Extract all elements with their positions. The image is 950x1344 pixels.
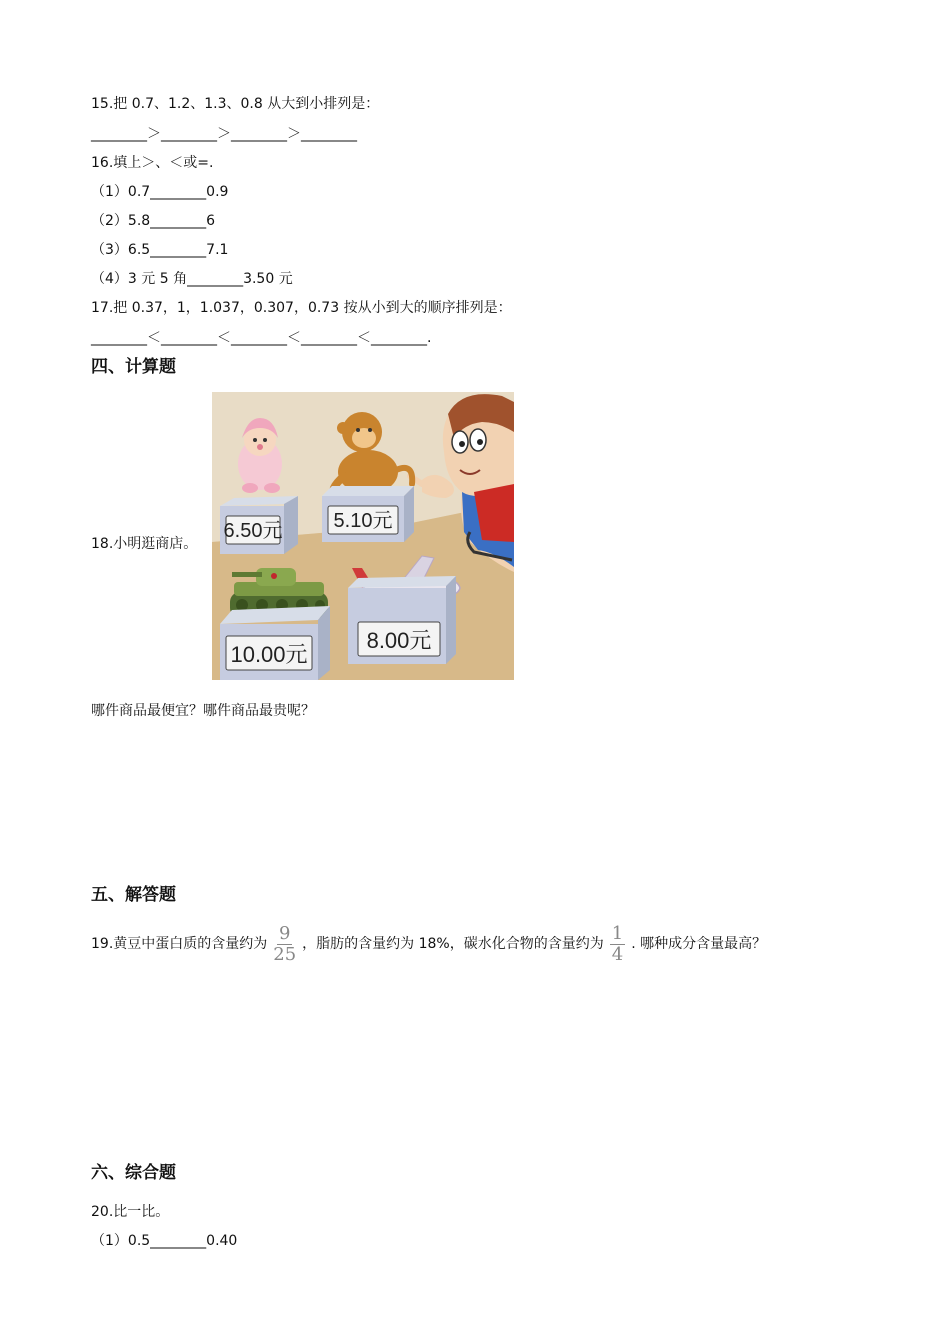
q18-question: 哪件商品最便宜？哪件商品最贵呢？ <box>91 703 315 719</box>
q17-prompt: 17.把 0.37，1，1.037，0.307，0.73 按从小到大的顺序排列是： <box>91 300 512 316</box>
q16-item-1: （1）0.7________0.9 <box>91 184 229 200</box>
box-doll <box>220 496 298 554</box>
fraction-1-4 <box>610 922 625 965</box>
price-label-doll: 6.50元 <box>223 520 283 542</box>
price-label-tank: 10.00元 <box>230 642 308 667</box>
q19-text-2: ，脂肪的含量约为 18%，碳水化合物的含量约为 <box>302 936 604 952</box>
q15-prompt: 15.把 0.7、1.2、1.3、0.8 从大到小排列是： <box>91 96 380 112</box>
fraction-numerator: 1 <box>611 922 624 944</box>
fraction-denominator: 4 <box>611 943 624 965</box>
price-label-airplane: 8.00元 <box>366 628 432 653</box>
section-5-heading: 五、解答题 <box>91 885 176 905</box>
q19-line <box>91 918 766 970</box>
box-airplane <box>348 576 456 664</box>
box-monkey <box>322 486 414 542</box>
fraction-9-25 <box>273 922 297 965</box>
fraction-denominator: 25 <box>273 943 297 965</box>
price-label-monkey: 5.10元 <box>333 510 393 532</box>
q16-item-2: （2）5.8________6 <box>91 213 216 229</box>
section-4-heading: 四、计算题 <box>91 357 176 377</box>
q19-text-3: . 哪种成分含量最高？ <box>631 936 767 952</box>
fraction-numerator: 9 <box>278 922 291 944</box>
section-6-heading: 六、综合题 <box>91 1163 176 1183</box>
q20-item-1: （1）0.5________0.40 <box>91 1233 238 1249</box>
q19-text-1: 19.黄豆中蛋白质的含量约为 <box>91 936 268 952</box>
shop-illustration <box>212 392 514 680</box>
q15-answer-blanks: ________＞________＞________＞________ <box>91 126 357 142</box>
q16-item-3: （3）6.5________7.1 <box>91 242 229 258</box>
q18-prompt: 18.小明逛商店。 <box>91 536 198 552</box>
q16-item-4: （4）3 元 5 角________3.50 元 <box>91 271 293 287</box>
q16-prompt: 16.填上＞、＜或=. <box>91 155 214 171</box>
q17-answer-blanks: ________＜________＜________＜________＜________. <box>91 330 432 346</box>
q20-prompt: 20.比一比。 <box>91 1204 170 1220</box>
box-tank <box>220 606 330 680</box>
